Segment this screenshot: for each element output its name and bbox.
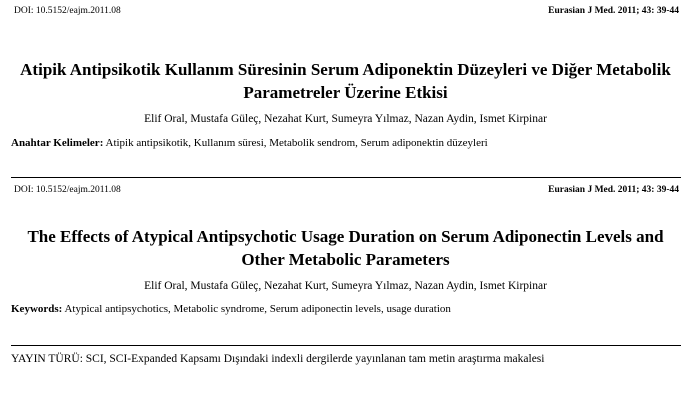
publication-type-note: YAYIN TÜRÜ: SCI, SCI-Expanded Kapsamı Dışındaki indexli dergilerde yayınlanan tam metin araştırma makalesi: [11, 353, 545, 365]
tr-keywords-text: Atipik antipsikotik, Kullanım süresi, Metabolik sendrom, Serum adiponektin düzeyleri: [103, 137, 488, 149]
tr-title-line-1: Atipik Antipsikotik Kullanım Süresinin Serum Adiponektin Düzeyleri ve Diğer Metabolik: [20, 60, 671, 79]
divider-rule-top: [11, 177, 681, 178]
tr-keywords: [11, 137, 681, 149]
en-authors: Elif Oral, Mustafa Güleç, Nezahat Kurt, Sumeyra Yılmaz, Nazan Aydin, Ismet Kirpinar: [144, 280, 547, 292]
en-doi: DOI: 10.5152/eajm.2011.08: [14, 185, 121, 195]
tr-doi: DOI: 10.5152/eajm.2011.08: [14, 6, 121, 16]
en-keywords-text: Atypical antipsychotics, Metabolic syndrome, Serum adiponectin levels, usage duration: [62, 303, 451, 315]
tr-journal-citation: Eurasian J Med. 2011; 43: 39-44: [548, 6, 679, 16]
en-meta-row: [14, 185, 679, 195]
en-keywords-label: Keywords:: [11, 303, 63, 315]
en-article-title: [10, 225, 681, 271]
en-journal-citation: Eurasian J Med. 2011; 43: 39-44: [548, 185, 679, 195]
tr-title-line-2: Parametreler Üzerine Etkisi: [243, 83, 448, 102]
en-title-line-2: Other Metabolic Parameters: [241, 250, 450, 269]
tr-keywords-label: Anahtar Kelimeler:: [11, 137, 104, 149]
en-title-line-1: The Effects of Atypical Antipsychotic Usage Duration on Serum Adiponectin Levels and: [27, 227, 664, 246]
en-keywords: [11, 303, 681, 315]
tr-article-title: [10, 58, 681, 104]
tr-meta-row: [14, 6, 679, 16]
divider-rule-bottom: [11, 345, 681, 346]
tr-authors: Elif Oral, Mustafa Güleç, Nezahat Kurt, Sumeyra Yılmaz, Nazan Aydin, Ismet Kirpinar: [144, 113, 547, 125]
